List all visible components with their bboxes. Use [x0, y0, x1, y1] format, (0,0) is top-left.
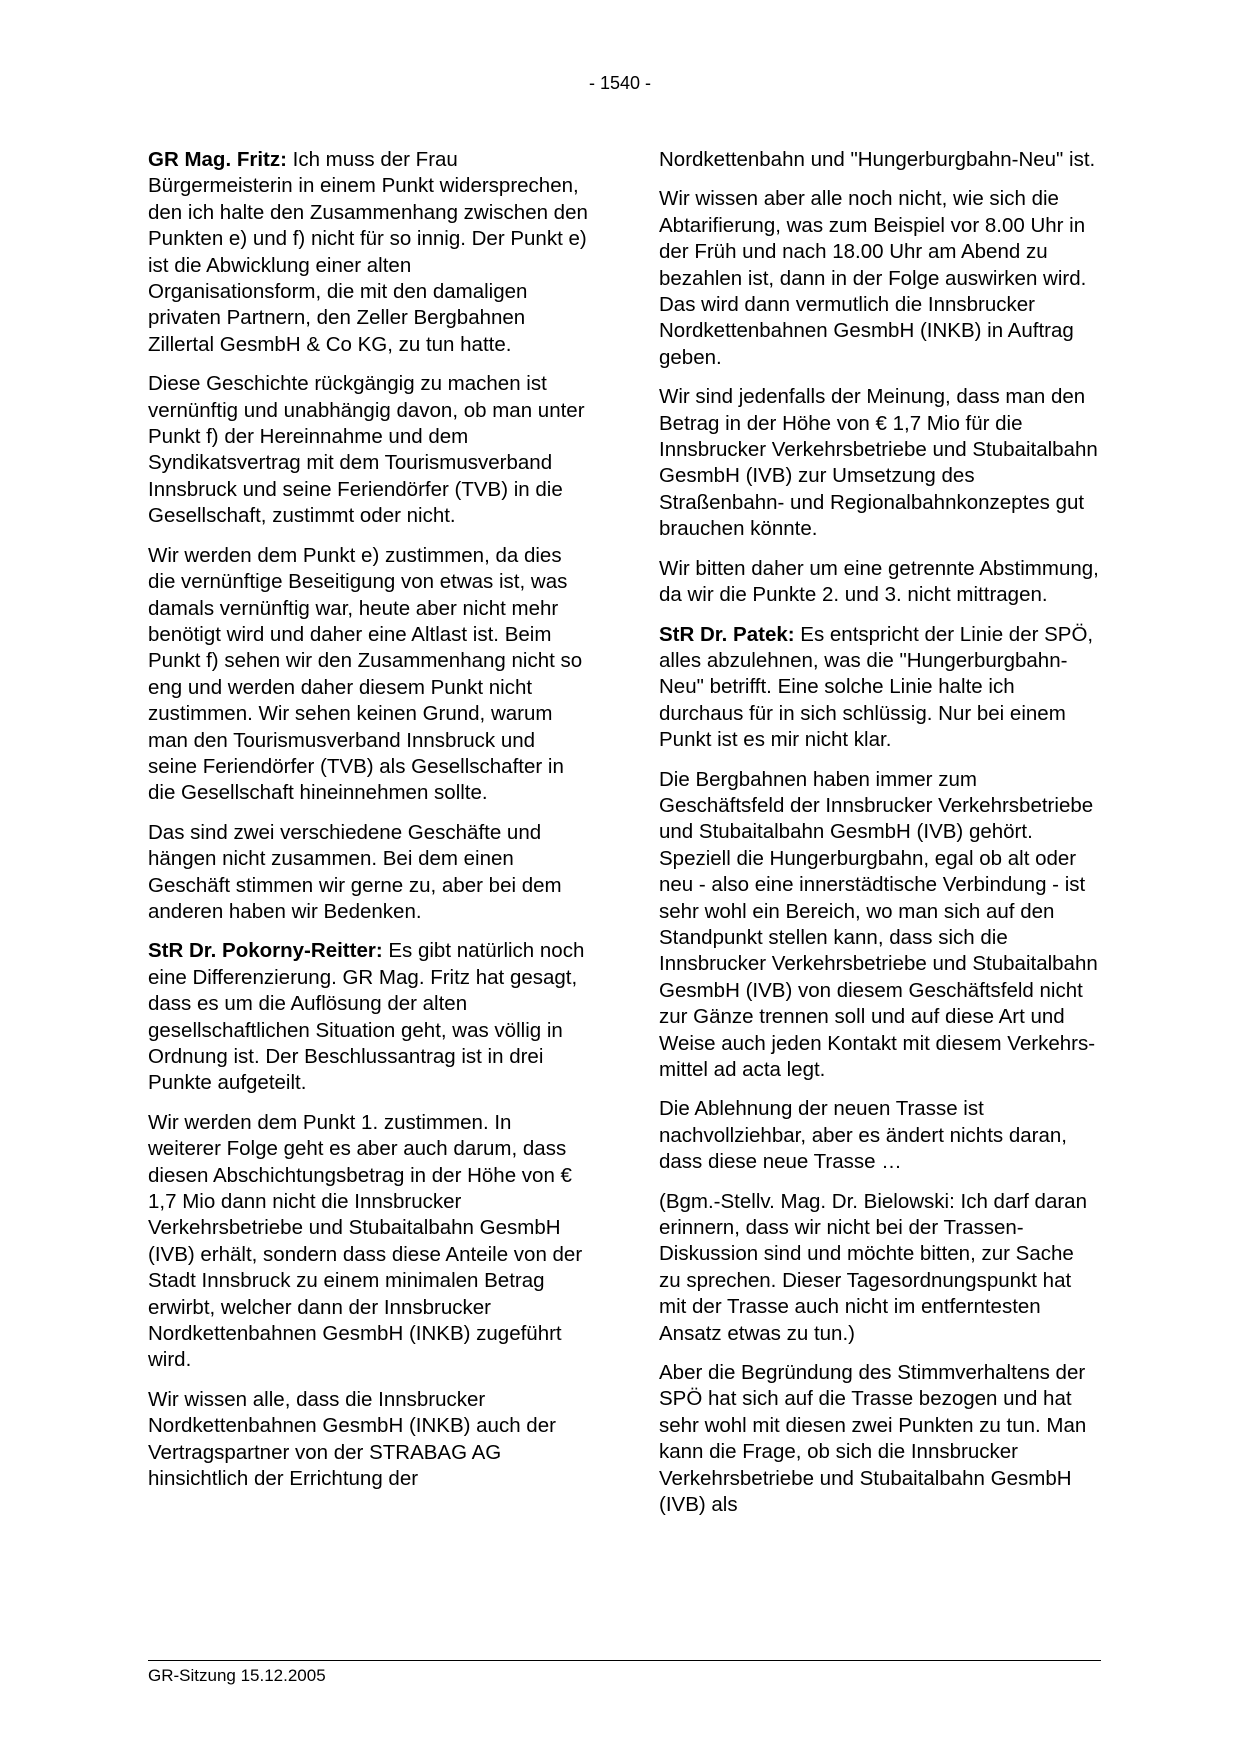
paragraph: [659, 767, 1101, 1084]
footer-divider: [148, 1660, 1101, 1661]
paragraph-text: Es entspricht der Linie der SPÖ, alles abzulehnen, was die "Hungerburgbahn-Neu" betrifft. Eine solche Linie halte ich durchaus für in sich schlüssig. Nur bei einem Punkt ist es mir nicht klar.: [659, 622, 1094, 752]
paragraph: [148, 147, 589, 358]
paragraph-text: (Bgm.-Stellv. Mag. Dr. Bielowski: Ich darf daran erinnern, dass wir nicht bei der Trassen-Diskussion sind und möchte bitten, zur Sache zu sprechen. Dieser Tagesordnungspunkt hat mit der Trasse auch nicht im entferntesten Ansatz etwas zu tun.): [659, 1189, 1087, 1345]
paragraph: [659, 384, 1101, 542]
paragraph: [148, 820, 589, 926]
speaker-name: StR Dr. Patek:: [659, 622, 795, 646]
paragraph-text: Wir wissen alle, dass die Innsbrucker Nordkettenbahnen GesmbH (INKB) auch der Vertragspartner von der STRABAG AG hinsichtlich der Errichtung der: [148, 1387, 556, 1491]
paragraph-text: Das sind zwei verschiedene Geschäfte und hängen nicht zusammen. Bei dem einen Geschäft stimmen wir gerne zu, aber bei dem anderen haben wir Bedenken.: [148, 820, 562, 923]
paragraph: [659, 622, 1101, 754]
paragraph: [148, 938, 589, 1096]
paragraph: [659, 1189, 1101, 1347]
footer-session-date: GR-Sitzung 15.12.2005: [148, 1666, 326, 1685]
paragraph-text: Die Bergbahnen haben immer zum Geschäftsfeld der Innsbrucker Verkehrsbetriebe und Stubaitalbahn GesmbH (IVB) gehört. Speziell die Hungerburgbahn, egal ob alt oder neu - also eine innerstädtische Verbindung - ist sehr wohl ein Bereich, wo man sich auf den Standpunkt stellen kann, dass sich die Innsbrucker Verkehrsbetriebe und Stubaitalbahn GesmbH (IVB) von diesem Geschäftsfeld nicht zur Gänze trennen soll und auf diese Art und Weise auch jeden Kontakt mit diesem Verkehrsmittel ad acta legt.: [659, 767, 1098, 1081]
paragraph: [148, 1110, 589, 1374]
paragraph: [659, 556, 1101, 609]
page-number: - 1540 -: [588, 73, 652, 93]
paragraph: [659, 147, 1101, 173]
speaker-name: StR Dr. Pokorny-Reitter:: [148, 939, 383, 963]
paragraph-text: Es gibt natürlich noch eine Differenzierung. GR Mag. Fritz hat gesagt, dass es um die Auflösung der alten gesellschaftlichen Situation geht, was völlig in Ordnung ist. Der Beschlussantrag ist in drei Punkte aufgeteilt.: [148, 939, 585, 1095]
paragraph: [148, 371, 589, 529]
paragraph: [659, 186, 1101, 371]
paragraph: [148, 1387, 589, 1493]
paragraph-text: Wir wissen aber alle noch nicht, wie sich die Abtarifierung, was zum Beispiel vor 8.00 Uhr in der Früh und nach 18.00 Uhr am Abend zu bezahlen ist, dann in der Folge auswirken wird. Das wird dann vermutlich die Innsbrucker Nordkettenbahnen GesmbH (INKB) in Auftrag geben.: [659, 187, 1087, 369]
paragraph-text: Nordkettenbahn und "Hungerburgbahn-Neu" ist.: [659, 148, 1096, 171]
paragraph: [148, 543, 589, 807]
paragraph-text: Wir werden dem Punkt e) zustimmen, da dies die vernünftige Beseitigung von etwas ist, was damals vernünftig war, heute aber nicht mehr benötigt wird und daher eine Altlast ist. Beim Punkt f) sehen wir den Zusammenhang nicht so eng und werden daher diesem Punkt nicht zustimmen. Wir sehen keinen Grund, warum man den Tourismusverband Innsbruck und seine Feriendörfer (TVB) als Gesellschafter in die Gesellschaft hineinnehmen sollte.: [148, 543, 583, 805]
paragraph-text: Aber die Begründung des Stimmverhaltens der SPÖ hat sich auf die Trasse bezogen und hat sehr wohl mit diesen zwei Punkten zu tun. Man kann die Frage, ob sich die Innsbrucker Verkehrsbetriebe und Stubaitalbahn GesmbH (IVB) als: [659, 1361, 1087, 1517]
left-column: [148, 147, 589, 1506]
paragraph-text: Wir sind jedenfalls der Meinung, dass man den Betrag in der Höhe von € 1,7 Mio für die Innsbrucker Verkehrsbetriebe und Stubaitalbahn GesmbH (IVB) zur Umsetzung des Straßenbahn- und Regionalbahnkonzeptes gut brauchen könnte.: [659, 385, 1098, 541]
paragraph-text: Die Ablehnung der neuen Trasse ist nachvollziehbar, aber es ändert nichts daran, dass diese neue Trasse …: [659, 1097, 1067, 1174]
paragraph-text: Diese Geschichte rückgängig zu machen ist vernünftig und unabhängig davon, ob man unter Punkt f) der Hereinnahme und dem Syndikatsvertrag mit dem Tourismusverband Innsbruck und seine Feriendörfer (TVB) in die Gesellschaft, zustimmt oder nicht.: [148, 372, 585, 528]
paragraph-text: Wir werden dem Punkt 1. zustimmen. In weiterer Folge geht es aber auch darum, dass diesen Abschichtungsbetrag in der Höhe von € 1,7 Mio dann nicht die Innsbrucker Verkehrsbetriebe und Stubaitalbahn GesmbH (IVB) erhält, sondern dass diese Anteile von der Stadt Innsbruck zu einem minimalen Betrag erwirbt, welcher dann der Innsbrucker Nordkettenbahnen GesmbH (INKB) zugeführt wird.: [148, 1110, 583, 1372]
paragraph-text: Wir bitten daher um eine getrennte Abstimmung, da wir die Punkte 2. und 3. nicht mittragen.: [659, 556, 1099, 607]
paragraph-text: Ich muss der Frau Bürgermeisterin in einem Punkt widersprechen, den ich halte den Zusammenhang zwischen den Punkten e) und f) nicht für so innig. Der Punkt e) ist die Abwicklung einer alten Organisationsform, die mit den damaligen privaten Partnern, den Zeller Bergbahnen Zillertal GesmbH & Co KG, zu tun hatte.: [148, 148, 588, 356]
speaker-name: GR Mag. Fritz:: [148, 148, 287, 171]
paragraph: [659, 1096, 1101, 1175]
paragraph: [659, 1360, 1101, 1518]
right-column: [659, 147, 1101, 1532]
